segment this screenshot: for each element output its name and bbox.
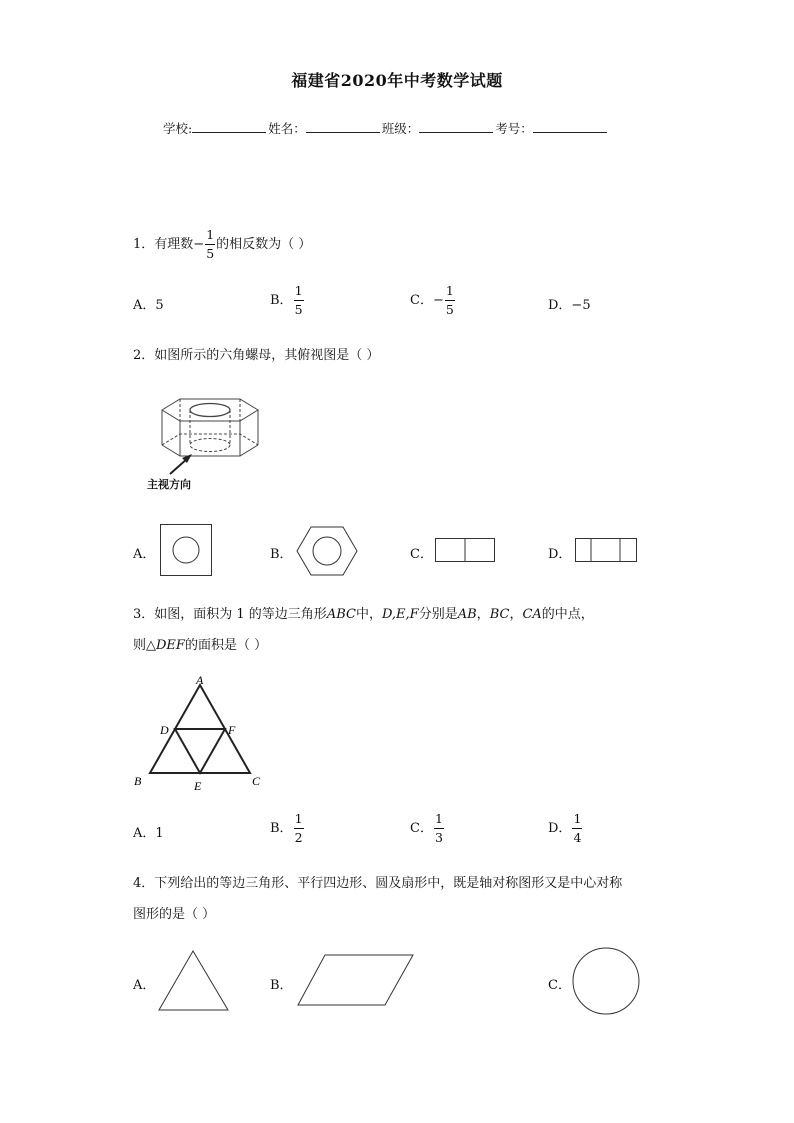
q3-option-d-fraction <box>572 813 582 844</box>
q2-option-c[interactable]: C． <box>410 547 433 562</box>
triangle-figure <box>130 672 265 794</box>
q1-option-a[interactable]: A．5 <box>133 298 164 313</box>
q2-option-c-figure <box>435 538 495 562</box>
q3-option-b[interactable] <box>270 813 305 844</box>
label-F: F <box>228 723 236 737</box>
q1-sign: − <box>193 237 205 252</box>
q3-option-d-label: D． <box>548 821 572 836</box>
q1-frac-den: 5 <box>206 245 215 261</box>
name-label: 姓名： <box>268 121 306 136</box>
school-label: 学校: <box>163 121 193 136</box>
q1-option-c-num: 1 <box>445 285 455 301</box>
q3-option-d-num: 1 <box>572 813 582 829</box>
q3-bc: BC <box>489 607 510 622</box>
q1-option-c-label: C． <box>410 293 433 308</box>
q2-option-a[interactable]: A． <box>133 547 156 562</box>
q3-ab: AB <box>457 607 477 622</box>
question-2: 2．如图所示的六角螺母，其俯视图是（ ） <box>133 348 380 363</box>
student-info-line <box>163 119 609 137</box>
q3-text-b: 中， <box>355 607 382 622</box>
q4-option-b-figure <box>297 954 415 1006</box>
class-blank[interactable] <box>419 120 493 133</box>
q3-option-b-num: 1 <box>294 813 304 829</box>
id-blank[interactable] <box>533 120 607 133</box>
q4-option-c[interactable]: C． <box>548 978 571 993</box>
q2-option-b[interactable]: B． <box>270 547 293 562</box>
q1-option-d[interactable]: D．−5 <box>548 298 591 313</box>
question-4-line-2: 图形的是（ ） <box>133 907 216 922</box>
q2-option-a-figure <box>160 524 212 576</box>
q4-option-b[interactable]: B． <box>270 978 293 993</box>
id-label: 考号： <box>495 121 533 136</box>
question-3-line-1 <box>133 603 594 622</box>
q2-option-b-figure <box>296 524 358 578</box>
label-D: D <box>160 723 169 737</box>
q4-option-a[interactable]: A． <box>133 978 156 993</box>
q1-prefix: 1．有理数 <box>133 237 194 252</box>
q1-option-c-fraction <box>445 285 455 316</box>
q1-option-b-fraction <box>294 285 304 316</box>
question-1 <box>133 229 311 260</box>
q3-option-b-den: 2 <box>294 829 303 845</box>
q3-option-d[interactable] <box>548 813 583 844</box>
q1-frac-num: 1 <box>205 229 215 245</box>
q3-option-b-fraction <box>294 813 304 844</box>
q3-text-e: 则△ <box>133 638 156 653</box>
q2-option-d-figure <box>575 538 637 562</box>
q4-option-c-figure <box>572 946 642 1016</box>
q3-def: D,E,F <box>381 607 419 622</box>
label-B: B <box>134 774 142 788</box>
q3-text-f: 的面积是（ ） <box>184 638 268 653</box>
class-label: 班级： <box>381 121 420 136</box>
q1-option-b-num: 1 <box>294 285 304 301</box>
name-blank[interactable] <box>306 120 380 133</box>
q1-option-b-label: B． <box>270 293 293 308</box>
q3-option-c-fraction <box>434 813 444 844</box>
q3-option-c[interactable] <box>410 813 445 844</box>
question-3-line-2 <box>133 634 267 653</box>
page-title: 福建省2020年中考数学试题 <box>291 71 503 90</box>
q1-option-c-sign: − <box>432 293 444 308</box>
school-blank[interactable] <box>192 120 266 133</box>
q3-sep2: ， <box>509 607 523 622</box>
question-4-line-1: 4．下列给出的等边三角形、平行四边形、圆及扇形中，既是轴对称图形又是中心对称 <box>133 876 623 891</box>
q3-text-c: 分别是 <box>418 607 458 622</box>
q1-option-c[interactable] <box>410 285 456 316</box>
hex-nut-caption: 主视方向 <box>147 478 191 491</box>
q3-abc: ABC <box>326 607 356 622</box>
q3-option-c-den: 3 <box>434 829 443 845</box>
label-C: C <box>252 774 261 788</box>
q1-option-b[interactable] <box>270 285 305 316</box>
label-E: E <box>194 779 202 793</box>
q3-option-d-den: 4 <box>573 829 582 845</box>
q3-option-c-num: 1 <box>434 813 444 829</box>
q3-sep1: ， <box>476 607 490 622</box>
q3-text-d: 的中点， <box>541 607 594 622</box>
q1-fraction <box>205 229 215 260</box>
q3-option-b-label: B． <box>270 821 293 836</box>
q2-option-d[interactable]: D． <box>548 547 572 562</box>
q3-option-a[interactable]: A．1 <box>133 826 164 841</box>
q3-option-c-label: C． <box>410 821 433 836</box>
q1-option-b-den: 5 <box>294 301 303 317</box>
q3-text-a: 3．如图，面积为 1 的等边三角形 <box>133 607 327 622</box>
q3-def2: DEF <box>156 638 185 653</box>
q1-suffix: 的相反数为（ ） <box>216 237 312 252</box>
q1-option-c-den: 5 <box>445 301 454 317</box>
q3-ca: CA <box>522 607 542 622</box>
q4-option-a-figure <box>158 950 230 1012</box>
label-A: A <box>196 673 204 687</box>
